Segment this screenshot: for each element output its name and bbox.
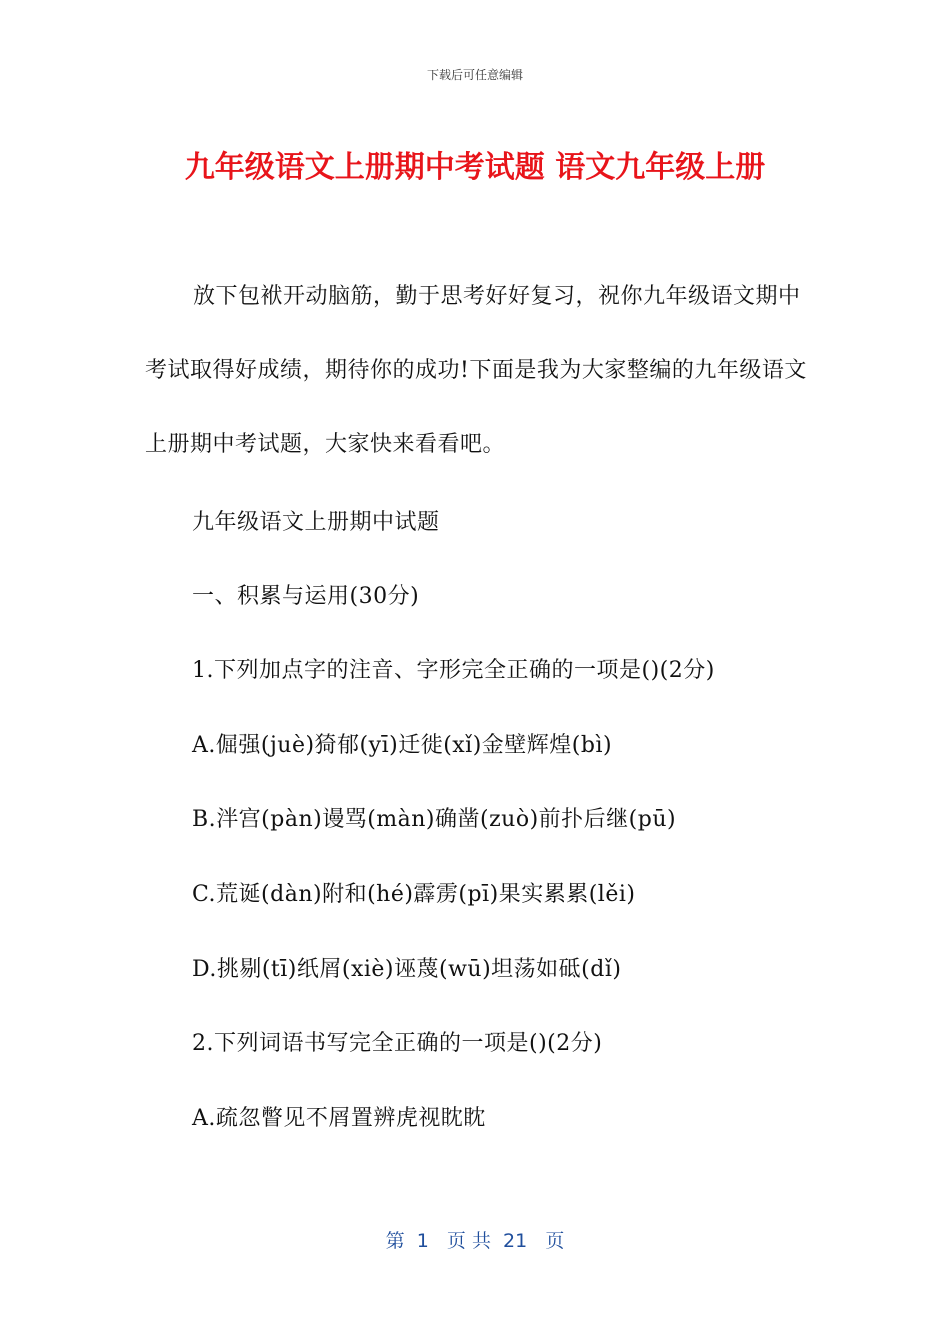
question-2-option-a: A.疏忽瞥见不屑置辨虎视眈眈 (192, 1106, 486, 1131)
document-title: 九年级语文上册期中考试题 语文九年级上册 (184, 150, 766, 185)
question-1-option-a: A.倔强(juè)猗郁(yī)迁徙(xǐ)金壁辉煌(bì) (192, 733, 613, 758)
question-2: 2.下列词语书写完全正确的一项是()(2分) (192, 1031, 603, 1056)
section-heading: 九年级语文上册期中试题 (192, 510, 440, 535)
question-1-option-b: B.泮宫(pàn)谩骂(màn)确凿(zuò)前扑后继(pū) (192, 807, 677, 832)
intro-paragraph: 放下包袱开动脑筋，勤于思考好好复习，祝你九年级语文期中考试取得好成绩，期待你的成功!下面是我为大家整编的九年级语文上册期中考试题，大家快来看看吧。 (145, 284, 807, 457)
part-heading: 一、积累与运用(30分) (192, 584, 420, 609)
question-1-option-d: D.挑剔(tī)纸屑(xiè)诬蔑(wū)坦荡如砥(dǐ) (192, 957, 622, 982)
page-footer: 第 1 页 共 21 页 (385, 1230, 565, 1252)
header-note: 下载后可任意编辑 (426, 68, 523, 82)
question-1-option-c: C.荒诞(dàn)附和(hé)霹雳(pī)果实累累(lěi) (192, 882, 636, 907)
question-1: 1.下列加点字的注音、字形完全正确的一项是()(2分) (192, 658, 715, 683)
